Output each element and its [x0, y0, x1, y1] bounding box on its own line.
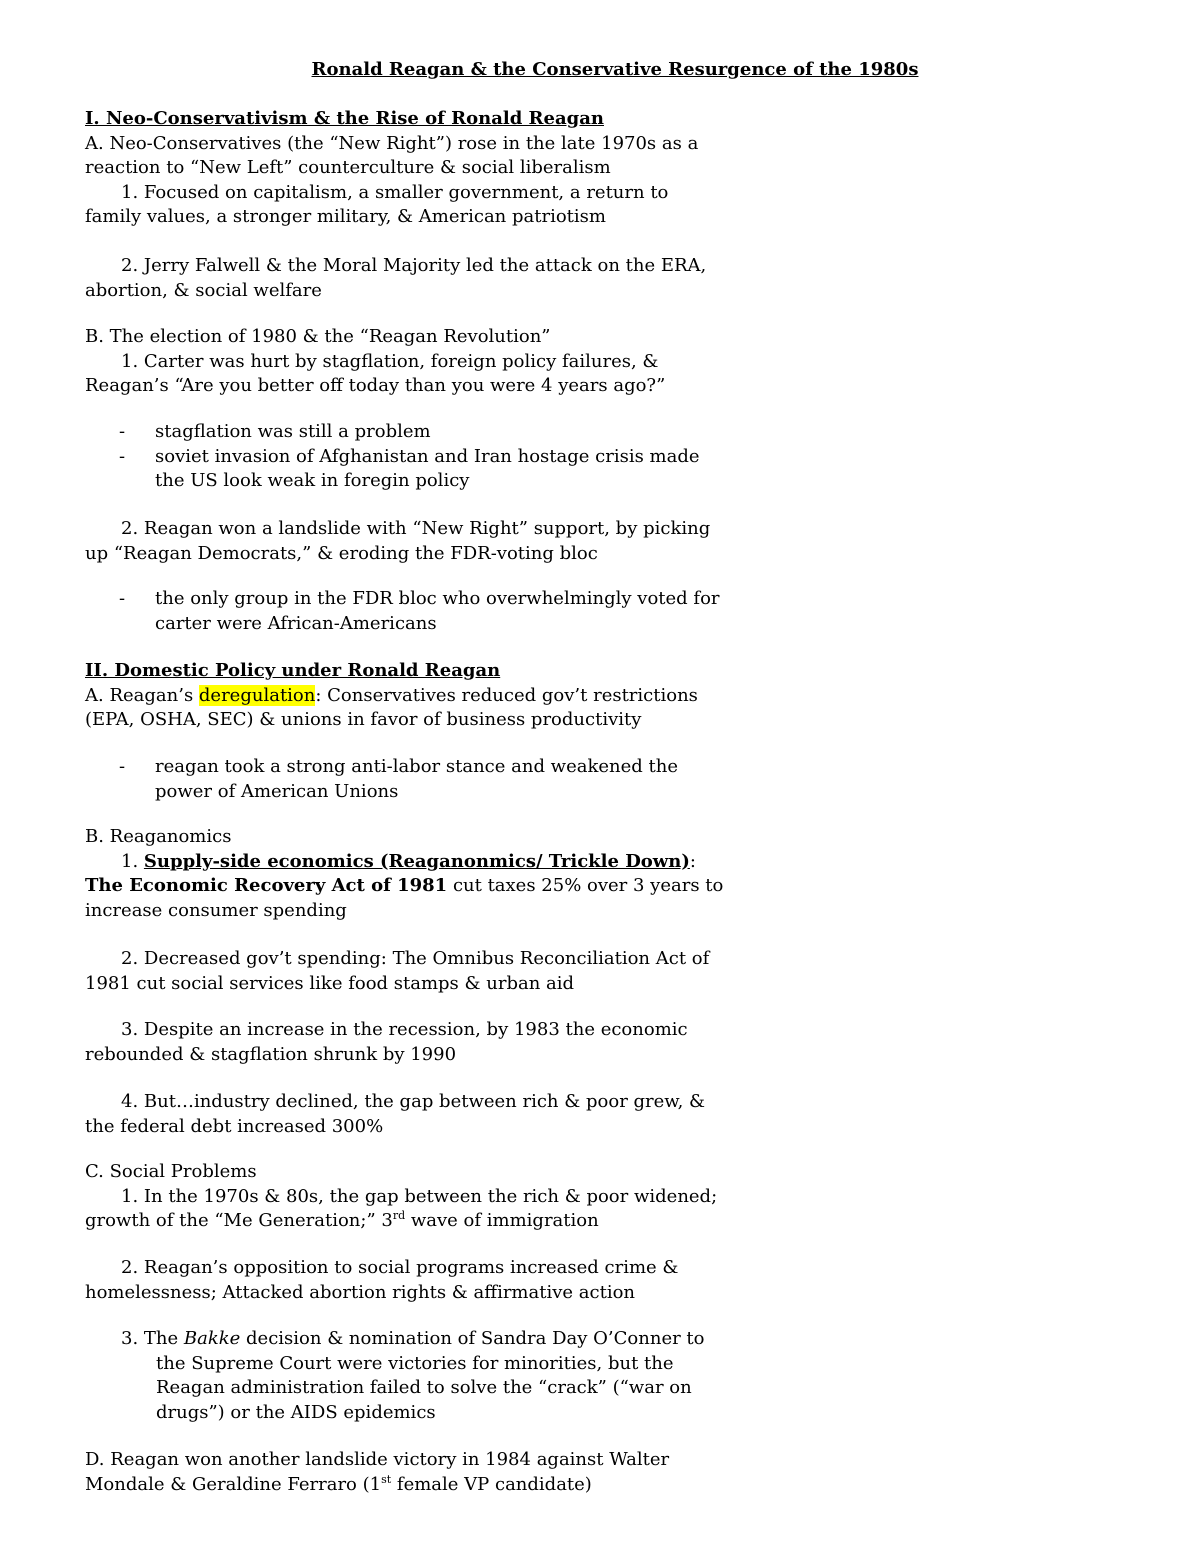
section-1-a2-block [85, 254, 725, 303]
section-1-b1-bullets [85, 420, 725, 494]
section-2-b4-block [85, 1090, 725, 1139]
bullet-item [85, 420, 725, 445]
d-superscript: st [381, 1472, 392, 1486]
d-pre: D. Reagan won another landslide victory in 1984 against Walter Mondale & Geraldine Ferraro (1 [85, 1449, 670, 1495]
section-2-point-a [85, 684, 725, 733]
b1-rest: cut taxes 25% over 3 years to increase consumer spending [85, 875, 724, 921]
section-1-b1-line: 1. Carter was hurt by stagflation, foreign policy failures, & [121, 350, 659, 372]
b1-number: 1. [121, 850, 144, 872]
section-1-a2-line: 2. Jerry Falwell & the Moral Majority led the attack on the ERA, [121, 255, 707, 276]
section-2-b1 [85, 850, 725, 924]
section-1-b2-bullets [85, 587, 725, 636]
section-2-c2-block [85, 1256, 725, 1305]
b1-bold-act: The Economic Recovery Act of 1981 [85, 875, 448, 896]
section-1-a1-cont: family values, a stronger military, & American patriotism [85, 206, 606, 227]
section-2-b4-line: 4. But…industry declined, the gap between rich & poor grew, & [121, 1091, 706, 1112]
section-2-c2-line: 2. Reagan’s opposition to social programs increased crime & [121, 1257, 679, 1278]
bullet-text: reagan took a strong anti-labor stance and weakened the power of American Unions [155, 756, 679, 802]
bullet-dash: - [119, 588, 126, 609]
c1-superscript: rd [392, 1209, 406, 1222]
section-2-a-bullets [85, 755, 725, 804]
bullet-item [85, 755, 725, 804]
highlighted-term: deregulation [198, 684, 316, 706]
section-2-c1-line: 1. In the 1970s & 80s, the gap between the rich & poor widened; [121, 1185, 718, 1207]
section-2-c1-cont [85, 1209, 725, 1234]
bullet-item [85, 587, 725, 636]
section-2-b2-cont: 1981 cut social services like food stamps & urban aid [85, 972, 575, 994]
document-title: Ronald Reagan & the Conservative Resurgence of the 1980s [311, 59, 919, 80]
section-1-point-a: A. Neo-Conservatives (the “New Right”) rose in the late 1970s as a reaction to “New Left” counterculture & social liberalism [85, 132, 699, 178]
section-2-b3-cont: rebounded & stagflation shrunk by 1990 [85, 1043, 457, 1065]
section-1-b2-cont: up “Reagan Democrats,” & eroding the FDR-voting bloc [85, 542, 598, 564]
section-2-c2-cont: homelessness; Attacked abortion rights & affirmative action [85, 1281, 636, 1303]
section-1-b1-cont: Reagan’s “Are you better off today than you were 4 years ago?” [85, 375, 666, 396]
bullet-text: soviet invasion of Afghanistan and Iran hostage crisis made the US look weak in foregin policy [155, 445, 700, 491]
section-1-b2-line: 2. Reagan won a landslide with “New Right” support, by picking [121, 518, 711, 539]
section-1-block [85, 107, 725, 230]
b1-term: Supply-side economics (Reaganonmics/ Trickle Down) [143, 850, 690, 872]
section-1-heading: I. Neo-Conservativism & the Rise of Ronald Reagan [85, 108, 604, 129]
bullet-text: stagflation was still a problem [155, 421, 431, 442]
section-2-c3-para [85, 1327, 725, 1425]
section-2-a-post: : Conservatives reduced gov’t restrictions (EPA, OSHA, SEC) & unions in favor of business productivity [85, 684, 698, 730]
section-2-heading: II. Domestic Policy under Ronald Reagan [85, 660, 501, 681]
d-post: female VP candidate) [391, 1473, 592, 1495]
b1-colon: : [689, 850, 696, 872]
section-1-b2-block [85, 517, 725, 566]
section-2-b3-block [85, 1018, 725, 1067]
bullet-item [85, 445, 725, 494]
section-2-block [85, 659, 725, 733]
c3-post: decision & nomination of Sandra Day O’Conner to the Supreme Court were victories for minorities, but the Reagan administration failed to solve the “crack” (“war on drugs”) or the AIDS epidemics [156, 1328, 705, 1423]
section-2-c3-block [85, 1327, 725, 1425]
section-2-b3-line: 3. Despite an increase in the recession, by 1983 the economic [121, 1019, 688, 1040]
c1-rest-post: wave of immigration [405, 1210, 599, 1231]
c3-pre: 3. The [121, 1328, 184, 1349]
section-1-point-b: B. The election of 1980 & the “Reagan Revolution” [85, 326, 551, 347]
section-2-point-c: C. Social Problems [85, 1161, 257, 1182]
c3-italic-case: Bakke [183, 1328, 241, 1349]
section-2-b2-line: 2. Decreased gov’t spending: The Omnibus Reconciliation Act of [121, 948, 710, 969]
bullet-dash: - [119, 421, 126, 442]
c1-rest-pre: growth of the “Me Generation;” 3 [85, 1210, 393, 1231]
section-2-b-block [85, 825, 725, 923]
section-2-b4-cont: the federal debt increased 300% [85, 1115, 384, 1137]
section-1-a1-line: 1. Focused on capitalism, a smaller government, a return to [121, 181, 669, 203]
section-2-point-b: B. Reaganomics [85, 826, 232, 847]
section-2-d-block [85, 1448, 725, 1497]
section-1-b-block [85, 325, 725, 399]
bullet-dash: - [119, 445, 126, 467]
bullet-dash: - [119, 756, 126, 777]
bullet-text: the only group in the FDR bloc who overwhelmingly voted for carter were African-Americans [155, 588, 720, 634]
section-1-a2-cont: abortion, & social welfare [85, 279, 322, 301]
section-2-b2-block [85, 947, 725, 996]
section-2-c-block [85, 1160, 725, 1234]
section-2-a-pre: A. Reagan’s [85, 684, 199, 706]
section-2-point-d [85, 1448, 725, 1497]
